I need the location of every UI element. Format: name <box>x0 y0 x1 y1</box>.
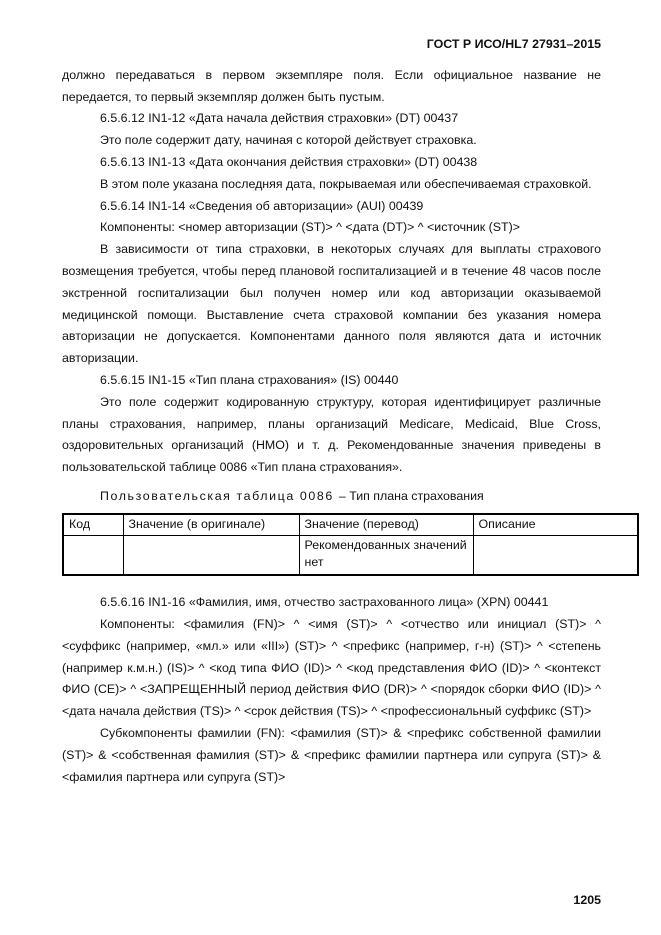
paragraph-subcomponents: Субкомпоненты фамилии (FN): <фамилия (ST)> & <префикс собственной фамилии (ST)> & <собственная фамилия (ST)> & <префикс фамилии партнера или супруга (ST)> & <фамилия партнера или супруга (ST)> <box>62 726 601 784</box>
paragraph: Это поле содержит дату, начиная с которой действует страховка. <box>100 133 477 148</box>
paragraph-continuation: должно передаваться в первом экземпляре поля. Если официальное название не передается, то первый экземпляр должен быть пустым. <box>62 67 601 104</box>
table-cell-code <box>63 535 123 575</box>
table-cell-value-original <box>123 535 299 575</box>
table-header-cell-description: Описание <box>473 514 638 536</box>
table-cell-description <box>473 535 638 575</box>
paragraph-components: Компоненты: <номер авторизации (ST)> ^ <дата (DT)> ^ <источник (ST)> <box>100 220 520 235</box>
clause-heading-6-5-6-13: 6.5.6.13 IN1-13 «Дата окончания действия страховки» (DT) 00438 <box>100 154 478 169</box>
clause-heading-6-5-6-15: 6.5.6.15 IN1-15 «Тип плана страхования» (IS) 00440 <box>100 372 399 387</box>
user-table-0086 <box>62 513 639 577</box>
table-caption-title: – Тип плана страхования <box>338 488 484 503</box>
table-caption <box>62 486 601 508</box>
table-header-cell-code: Код <box>63 514 123 536</box>
paragraph: В зависимости от типа страховки, в некоторых случаях для выплаты страхового возмещения требуется, чтобы перед плановой госпитализацией и в течение 48 часов после экстренной госпитализации был получен номер или код авторизации оказываемой медицинской помощи. Выставление счета страховой компании без указания номера авторизации не допускается. Компонентами данного поля являются дата и источник авторизации. <box>62 242 601 366</box>
document-header: ГОСТ Р ИСО/HL7 27931–2015 <box>426 37 601 51</box>
paragraph: Это поле содержит кодированную структуру, которая идентифицирует различные планы страхования, например, планы организаций Medicare, Medicaid, Blue Cross, оздоровительных организаций (HMO) и т. д. Рекомендованные значения приведены в пользовательской таблице 0086 «Тип плана страхования». <box>62 394 601 475</box>
table-header-row <box>63 514 638 536</box>
clause-heading-6-5-6-16: 6.5.6.16 IN1-16 «Фамилия, имя, отчество застрахованного лица» (XPN) 00441 <box>100 595 549 610</box>
table-row <box>63 535 638 575</box>
table-header-cell-value-original: Значение (в оригинале) <box>123 514 299 536</box>
page-number: 1205 <box>573 893 601 908</box>
paragraph: В этом поле указана последняя дата, покрываемая или обеспечиваемая страховкой. <box>100 176 592 191</box>
table-cell-value-translated: Рекомендованных значений нет <box>299 535 473 575</box>
clause-heading-6-5-6-14: 6.5.6.14 IN1-14 «Сведения об авторизации» (AUI) 00439 <box>100 198 424 213</box>
paragraph-components: Компоненты: <фамилия (FN)> ^ <имя (ST)> ^ <отчество или инициал (ST)> ^ <суффикс (например, «мл.» или «III») (ST)> ^ <префикс (например, г-н) (ST)> ^ <степень (например к.м.н.) (IS)> ^ <код типа ФИО (ID)> ^ <код представления ФИО (ID)> ^ <контекст ФИО (CE)> ^ <ЗАПРЕЩЕННЫЙ период действия ФИО (DR)> ^ <порядок сборки ФИО (ID)> ^ <дата начала действия (TS)> ^ <срок действия (TS)> ^ <профессиональный суффикс (ST)> <box>62 617 601 719</box>
clause-heading-6-5-6-12: 6.5.6.12 IN1-12 «Дата начала действия страховки» (DT) 00437 <box>100 111 459 126</box>
table-caption-label: Пользовательская таблица 0086 <box>100 488 334 503</box>
table-header-cell-value-translated: Значение (перевод) <box>299 514 473 536</box>
